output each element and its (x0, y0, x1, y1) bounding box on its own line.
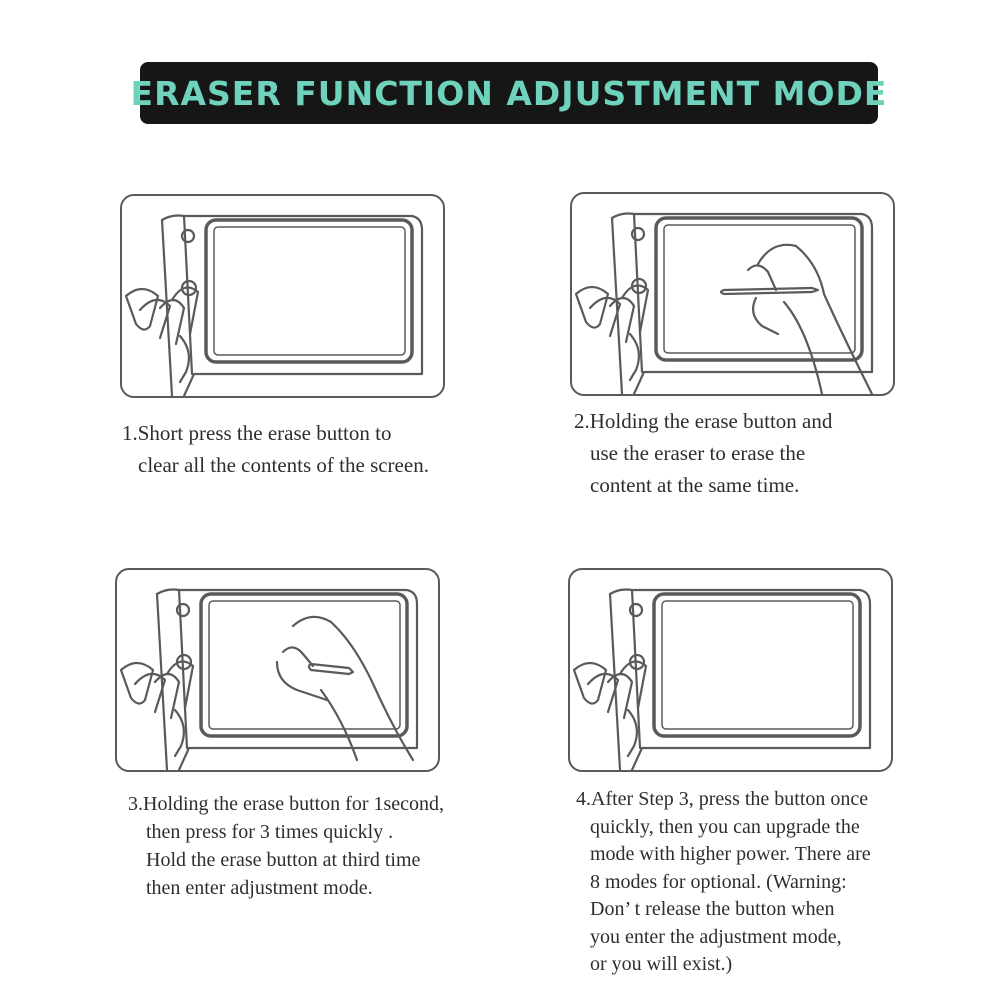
caption-line: then enter adjustment mode. (146, 877, 373, 899)
caption-line: use the eraser to erase the (590, 441, 806, 465)
title-banner (130, 62, 888, 124)
step1-caption (122, 417, 429, 481)
caption-line: 2.Holding the erase button and (574, 409, 833, 433)
tablet-illustration (122, 196, 443, 396)
caption-line: Hold the erase button at third time (146, 849, 421, 871)
caption-line: 8 modes for optional. (Warning: (590, 870, 847, 893)
tablet-illustration (117, 570, 438, 770)
caption-line: or you will exist.) (590, 953, 733, 975)
caption-line: you enter the adjustment mode, (590, 925, 842, 948)
step3-caption (128, 790, 444, 902)
step2-illustration (570, 192, 895, 396)
caption-line: Don’ t release the button when (590, 898, 835, 920)
step2-caption (574, 405, 832, 501)
caption-line: 3.Holding the erase button for 1second, (128, 793, 445, 815)
caption-line: mode with higher power. There are (590, 843, 871, 865)
page-title: ERASER FUNCTION ADJUSTMENT MODE (130, 73, 888, 113)
step4-caption (576, 786, 871, 979)
caption-line: quickly, then you can upgrade the (590, 815, 860, 838)
tablet-illustration (572, 194, 893, 394)
caption-line: 4.After Step 3, press the button once (576, 788, 869, 810)
tablet-illustration (570, 570, 891, 770)
step1-illustration (120, 194, 445, 398)
caption-line: content at the same time. (590, 473, 800, 497)
caption-line: 1.Short press the erase button to (122, 421, 392, 445)
caption-line: then press for 3 times quickly . (146, 821, 394, 843)
step3-illustration (115, 568, 440, 772)
caption-line: clear all the contents of the screen. (138, 453, 429, 477)
step4-illustration (568, 568, 893, 772)
